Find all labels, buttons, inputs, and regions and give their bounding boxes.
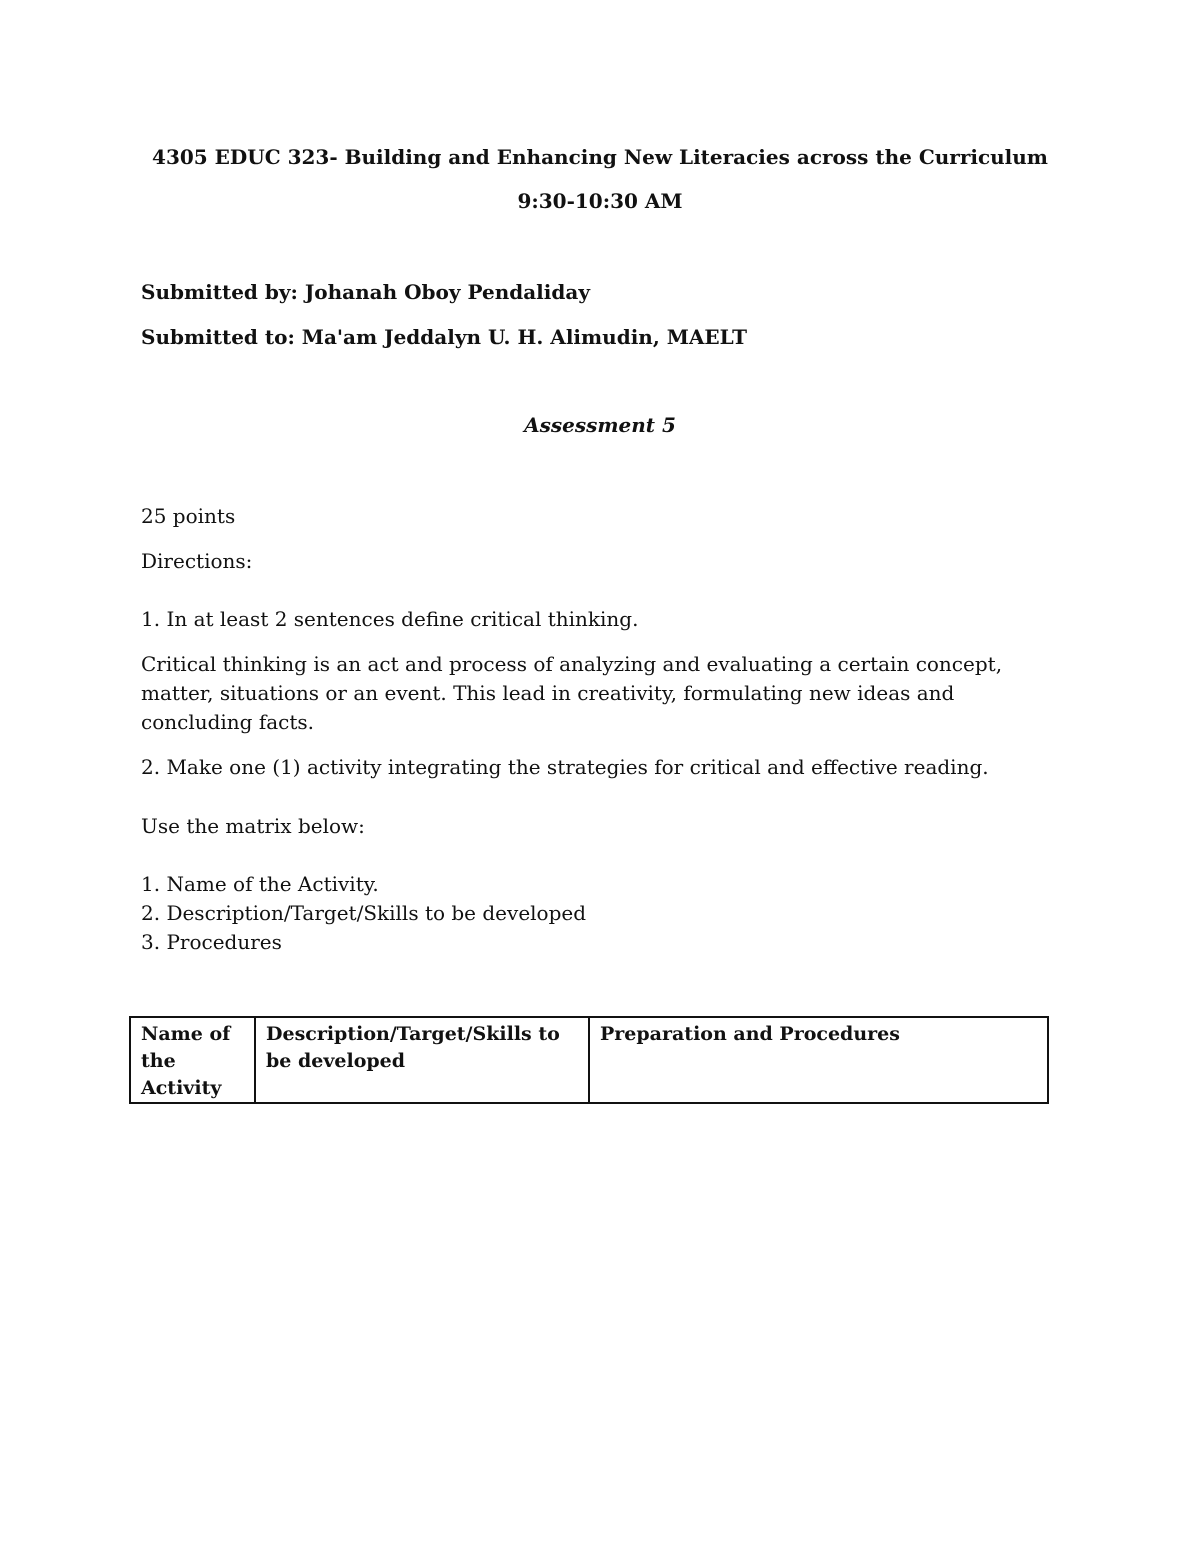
points-label: 25 points [141, 504, 236, 528]
directions-label: Directions: [141, 549, 253, 573]
matrix-item-1: 1. Name of the Activity. [141, 872, 379, 896]
question-2-prompt: 2. Make one (1) activity integrating the strategies for critical and effective reading. [141, 755, 989, 779]
class-schedule: 9:30-10:30 AM [517, 189, 683, 213]
submitted-by: Submitted by: Johanah Oboy Pendaliday [141, 280, 590, 304]
matrix-intro: Use the matrix below: [141, 814, 365, 838]
question-1-prompt: 1. In at least 2 sentences define critical thinking. [141, 607, 639, 631]
matrix-item-2: 2. Description/Target/Skills to be developed [141, 901, 587, 925]
question-1-answer: Critical thinking is an act and process of analyzing and evaluating a certain concept, matter, situations or an event. This lead in creativity, formulating new ideas and concluding facts. [141, 652, 1003, 734]
header-name-of-activity: Name of the Activity [130, 1017, 255, 1103]
activity-matrix-table [129, 1016, 1049, 1104]
submitted-to: Submitted to: Ma'am Jeddalyn U. H. Alimudin, MAELT [141, 325, 747, 349]
header-preparation-procedures: Preparation and Procedures [589, 1017, 1048, 1103]
table-header-row [130, 1017, 1048, 1103]
header-description-target-skills: Description/Target/Skills to be developed [255, 1017, 589, 1103]
assessment-title: Assessment 5 [524, 413, 676, 437]
matrix-item-3: 3. Procedures [141, 930, 282, 954]
course-title: 4305 EDUC 323- Building and Enhancing New Literacies across the Curriculum [152, 145, 1048, 169]
